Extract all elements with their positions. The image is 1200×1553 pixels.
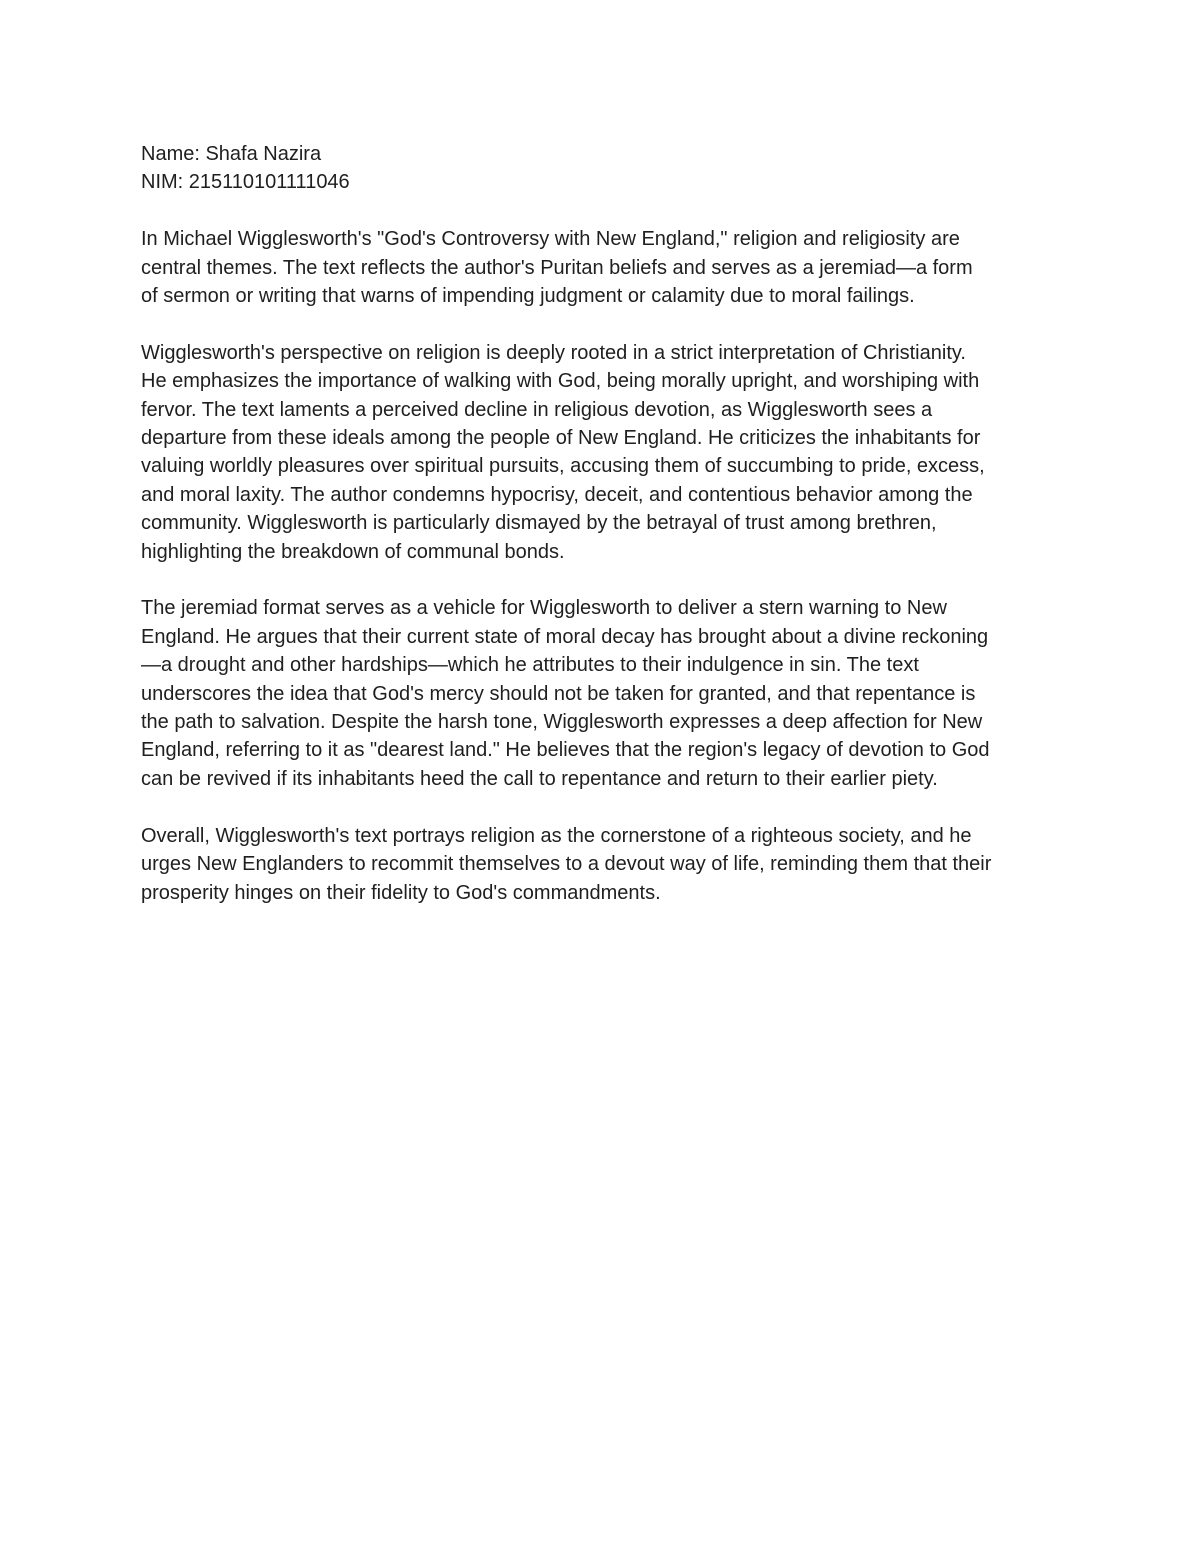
document-body <box>141 140 1071 907</box>
paragraph-jeremiad <box>141 594 1071 793</box>
paragraph-line: central themes. The text reflects the author's Puritan beliefs and serves as a jeremiad—a form <box>141 256 973 279</box>
paragraph-line: departure from these ideals among the people of New England. He criticizes the inhabitants for <box>141 427 981 450</box>
author-header <box>141 140 1071 197</box>
paragraph-line: prosperity hinges on their fidelity to God's commandments. <box>141 881 661 904</box>
student-id: NIM: 215110101111046 <box>141 171 350 194</box>
paragraph-line: of sermon or writing that warns of impending judgment or calamity due to moral failings. <box>141 285 915 308</box>
paragraph-line: can be revived if its inhabitants heed the call to repentance and return to their earlier piety. <box>141 767 938 790</box>
paragraph-conclusion <box>141 822 1071 907</box>
paragraph-line: Wigglesworth's perspective on religion is deeply rooted in a strict interpretation of Christianity. <box>141 341 966 364</box>
paragraph-line: highlighting the breakdown of communal bonds. <box>141 540 565 563</box>
paragraph-line: Overall, Wigglesworth's text portrays religion as the cornerstone of a righteous society, and he <box>141 824 972 847</box>
paragraph-line: fervor. The text laments a perceived decline in religious devotion, as Wigglesworth sees a <box>141 398 933 421</box>
paragraph-line: England. He argues that their current state of moral decay has brought about a divine reckoning <box>141 625 989 648</box>
paragraph-perspective <box>141 339 1071 566</box>
paragraph-intro <box>141 225 1071 310</box>
paragraph-line: the path to salvation. Despite the harsh tone, Wigglesworth expresses a deep affection for New <box>141 711 983 734</box>
paragraph-line: He emphasizes the importance of walking with God, being morally upright, and worshiping with <box>141 370 980 393</box>
paragraph-line: —a drought and other hardships—which he attributes to their indulgence in sin. The text <box>141 654 919 677</box>
paragraph-line: England, referring to it as "dearest land." He believes that the region's legacy of devotion to God <box>141 739 990 762</box>
paragraph-line: valuing worldly pleasures over spiritual pursuits, accusing them of succumbing to pride, excess, <box>141 455 985 478</box>
paragraph-line: urges New Englanders to recommit themselves to a devout way of life, reminding them that their <box>141 853 992 876</box>
paragraph-line: The jeremiad format serves as a vehicle for Wigglesworth to deliver a stern warning to New <box>141 597 947 620</box>
author-name: Name: Shafa Nazira <box>141 143 322 165</box>
paragraph-line: underscores the idea that God's mercy should not be taken for granted, and that repentance is <box>141 682 976 705</box>
paragraph-line: and moral laxity. The author condemns hypocrisy, deceit, and contentious behavior among the <box>141 483 973 506</box>
paragraph-line: In Michael Wigglesworth's "God's Controversy with New England," religion and religiosity are <box>141 228 960 251</box>
paragraph-line: community. Wigglesworth is particularly dismayed by the betrayal of trust among brethren, <box>141 512 937 535</box>
